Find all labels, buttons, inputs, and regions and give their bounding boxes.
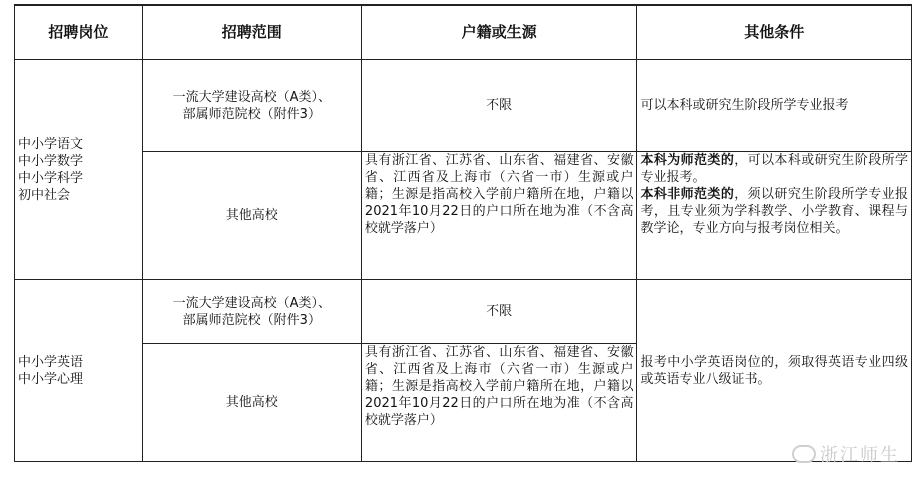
header-row [15,5,912,60]
post-cell-group1 [15,60,143,280]
hukou-cell: 具有浙江省、江苏省、山东省、福建省、安徽省、江西省及上海市（六省一市）生源或户籍；生源是指高校入学前户籍所在地，户籍以2021年10月22日的户口所在地为准（不含高校就学落户） [361,152,637,280]
post-name: 初中社会 [18,187,71,203]
post-name: 中小学语文 [18,136,84,152]
post-name: 中小学英语 [18,354,84,370]
scope-cell: 一流大学建设高校（A类）、 部属师范院校（附件3） [142,60,361,152]
post-name: 中小学心理 [18,371,84,387]
other-cell: 可以本科或研究生阶段所学专业报考 [637,60,912,152]
table-row [15,280,912,344]
scope-cell: 一流大学建设高校（A类）、 部属师范院校（附件3） [142,280,361,344]
header-scope: 招聘范围 [142,5,361,60]
watermark: 浙江师生 [792,441,900,467]
recruitment-table [14,4,912,462]
header-post: 招聘岗位 [15,5,143,60]
table-row [15,60,912,152]
hukou-cell: 不限 [361,60,637,152]
hukou-cell: 不限 [361,280,637,344]
other-cell: 本科为师范类的，可以本科或研究生阶段所学专业报考。 本科非师范类的，须以研究生阶段所学专业报考，且专业须为学科教学、小学教育、课程与教学论，专业方向与报考岗位相关。 [637,152,912,280]
header-hukou: 户籍或生源 [361,5,637,60]
wechat-icon [792,445,816,463]
header-other: 其他条件 [637,5,912,60]
post-cell-group2 [15,280,143,462]
scope-cell: 其他高校 [142,152,361,280]
bold-note: 本科为师范类的 [640,153,735,168]
post-name: 中小学科学 [18,170,84,186]
scope-cell: 其他高校 [142,344,361,462]
table-row [15,152,912,280]
hukou-cell: 具有浙江省、江苏省、山东省、福建省、安徽省、江西省及上海市（六省一市）生源或户籍；生源是指高校入学前户籍所在地，户籍以2021年10月22日的户口所在地为准（不含高校就学落户） [361,344,637,462]
post-name: 中小学数学 [18,153,84,169]
bold-note: 本科非师范类的 [640,187,735,202]
other-cell: 报考中小学英语岗位的，须取得英语专业四级或英语专业八级证书。 [637,280,912,462]
